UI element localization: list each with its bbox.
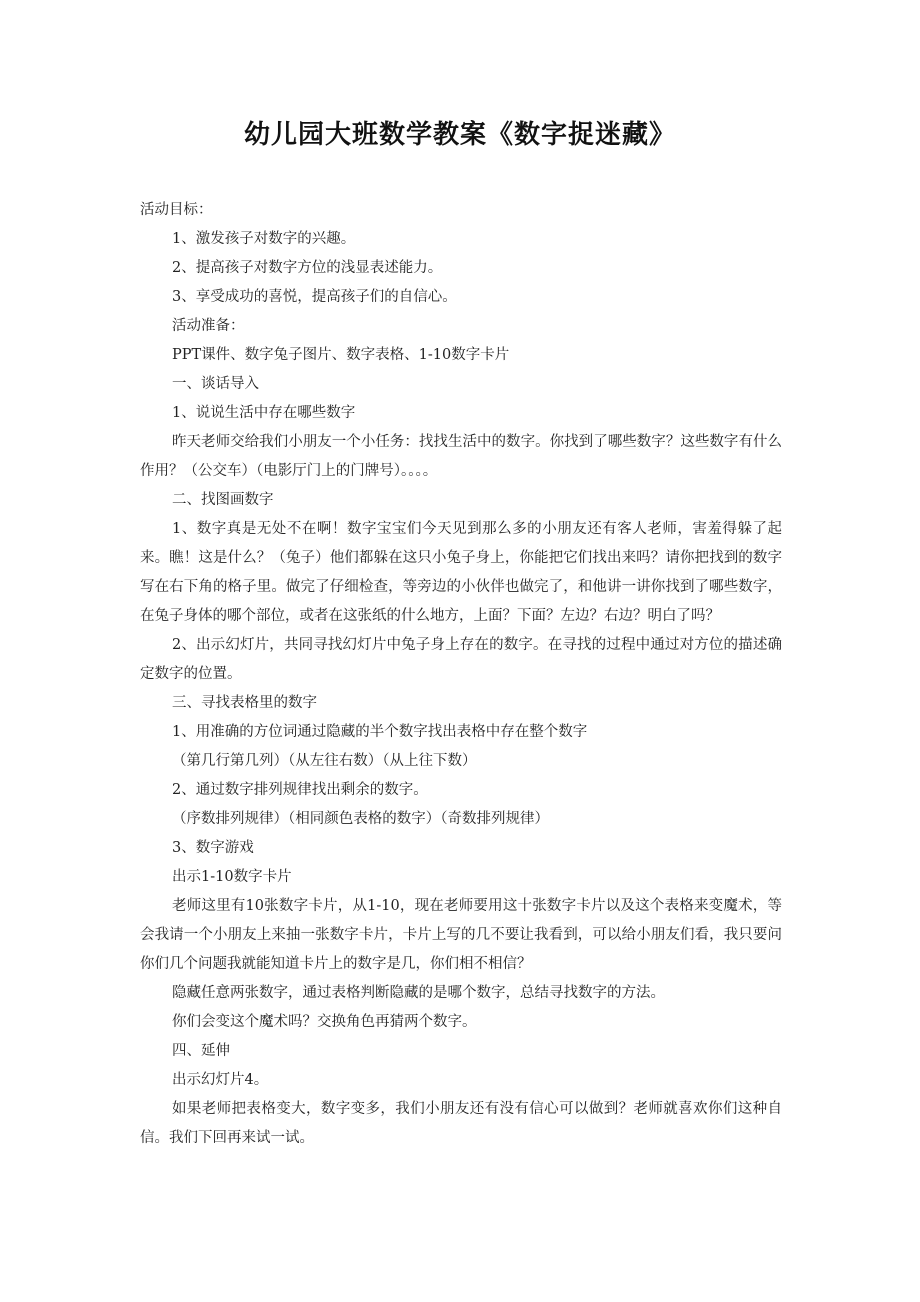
paragraph: 2、出示幻灯片，共同寻找幻灯片中兔子身上存在的数字。在寻找的过程中通过对方位的描述确定数字的位置。 xyxy=(140,637,782,682)
paragraph: 出示幻灯片4。 xyxy=(172,1072,269,1088)
paragraph: 你们会变这个魔术吗？交换角色再猜两个数字。 xyxy=(172,1014,477,1030)
paragraph: 出示1-10数字卡片 xyxy=(172,869,292,885)
paragraph: 3、数字游戏 xyxy=(172,840,254,856)
paragraph: 隐藏任意两张数字，通过表格判断隐藏的是哪个数字，总结寻找数字的方法。 xyxy=(172,985,665,1001)
document-title: 幼儿园大班数学教案《数字捉迷藏》 xyxy=(243,120,676,150)
paragraph: 老师这里有10张数字卡片，从1-10，现在老师要用这十张数字卡片以及这个表格来变魔术，等会我请一个小朋友上来抽一张数字卡片，卡片上写的几不要让我看到，可以给小朋友们看，我只要问你们几个问题我就能知道卡片上的数字是几，你们相不相信？ xyxy=(140,898,782,972)
paragraph: （序数排列规律）（相同颜色表格的数字）（奇数排列规律） xyxy=(172,811,549,827)
paragraph: 昨天老师交给我们小朋友一个小任务：找找生活中的数字。你找到了哪些数字？这些数字有什么作用？（公交车）（电影厅门上的门牌号）。。。。 xyxy=(140,434,782,479)
paragraph: 三、寻找表格里的数字 xyxy=(172,695,317,711)
paragraph: 1、用准确的方位词通过隐藏的半个数字找出表格中存在整个数字 xyxy=(172,724,588,740)
paragraph: 1、说说生活中存在哪些数字 xyxy=(172,405,356,421)
paragraph: 四、延伸 xyxy=(172,1043,230,1059)
paragraph: PPT课件、数字兔子图片、数字表格、1-10数字卡片 xyxy=(172,347,510,363)
paragraph: 2、提高孩子对数字方位的浅显表述能力。 xyxy=(172,260,443,276)
paragraph: 3、享受成功的喜悦，提高孩子们的自信心。 xyxy=(172,289,457,305)
paragraph: 一、谈话导入 xyxy=(172,376,259,392)
paragraph: 如果老师把表格变大，数字变多，我们小朋友还有没有信心可以做到？老师就喜欢你们这种自信。我们下回再来试一试。 xyxy=(140,1101,782,1146)
paragraph: 1、数字真是无处不在啊！数字宝宝们今天见到那么多的小朋友还有客人老师，害羞得躲了起来。瞧！这是什么？（兔子）他们都躲在这只小兔子身上，你能把它们找出来吗？请你把找到的数字写在右下角的格子里。做完了仔细检查，等旁边的小伙伴也做完了，和他讲一讲你找到了哪些数字，在兔子身体的哪个部位，或者在这张纸的什么地方，上面？下面？左边？右边？明白了吗？ xyxy=(140,521,782,624)
paragraph: 活动准备： xyxy=(172,318,245,334)
paragraph: 活动目标： xyxy=(140,202,213,218)
paragraph: 1、激发孩子对数字的兴趣。 xyxy=(172,231,356,247)
paragraph: （第几行第几列）（从左往右数）（从上往下数） xyxy=(172,753,477,769)
paragraph: 二、找图画数字 xyxy=(172,492,274,508)
paragraph: 2、通过数字排列规律找出剩余的数字。 xyxy=(172,782,428,798)
document-body xyxy=(140,196,782,1153)
